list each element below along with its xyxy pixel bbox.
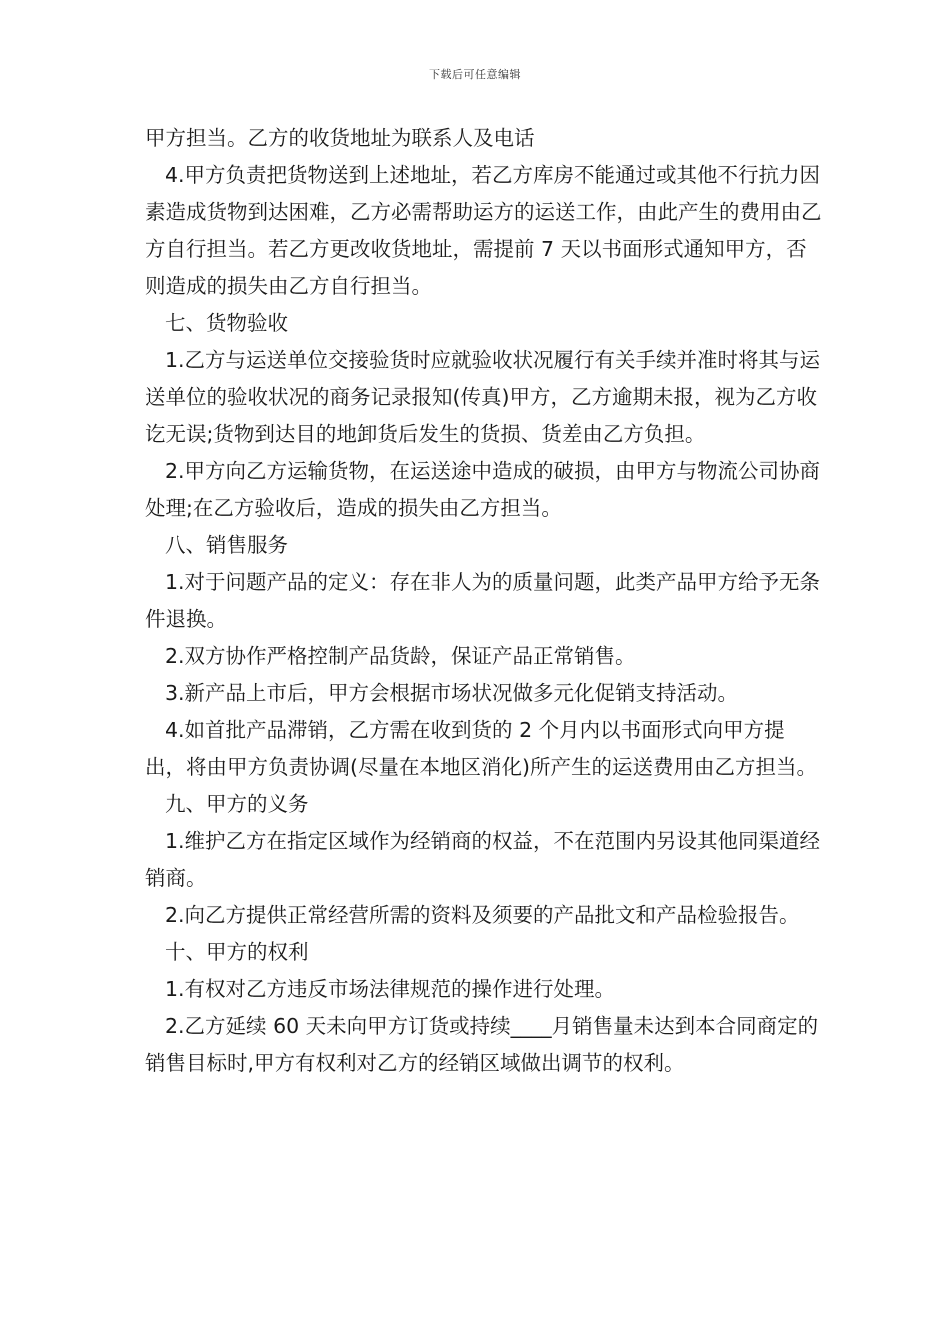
section-heading-10: 十、甲方的权利 (165, 940, 309, 964)
paragraph-4: 1.乙方与运送单位交接验货时应就验收状况履行有关手续并准时将其与运送单位的验收状况的商务记录报知(传真)甲方，乙方逾期未报，视为乙方收讫无误;货物到达目的地卸货后发生的货损、货差由乙方负担。 (145, 348, 821, 446)
section-heading-7: 七、货物验收 (165, 311, 288, 335)
paragraph-12: 1.维护乙方在指定区域作为经销商的权益，不在范围内另设其他同渠道经销商。 (145, 829, 821, 890)
paragraph-15: 1.有权对乙方违反市场法律规范的操作进行处理。 (165, 977, 616, 1001)
paragraph-7: 1.对于问题产品的定义：存在非人为的质量问题，此类产品甲方给予无条件退换。 (145, 570, 821, 631)
paragraph-16: 2.乙方延续 60 天未向甲方订货或持续____月销售量未达到本合同商定的销售目标时,甲方有权利对乙方的经销区域做出调节的权利。 (145, 1014, 819, 1075)
paragraph-8: 2.双方协作严格控制产品货龄，保证产品正常销售。 (165, 644, 636, 668)
section-heading-9: 九、甲方的义务 (165, 792, 309, 816)
paragraph-10: 4.如首批产品滞销，乙方需在收到货的 2 个月内以书面形式向甲方提出，将由甲方负责协调(尽量在本地区消化)所产生的运送费用由乙方担当。 (145, 718, 817, 779)
paragraph-5: 2.甲方向乙方运输货物，在运送途中造成的破损，由甲方与物流公司协商处理;在乙方验收后，造成的损失由乙方担当。 (145, 459, 821, 520)
paragraph-2: 4.甲方负责把货物送到上述地址，若乙方库房不能通过或其他不行抗力因素造成货物到达困难，乙方必需帮助运方的运送工作，由此产生的费用由乙方自行担当。若乙方更改收货地址，需提前 7 天以书面形式通知甲方，否则造成的损失由乙方自行担当。 (145, 163, 822, 298)
page-header: 下载后可任意编辑 (429, 68, 521, 81)
document-body (145, 120, 825, 1082)
paragraph-13: 2.向乙方提供正常经营所需的资料及须要的产品批文和产品检验报告。 (165, 903, 800, 927)
paragraph-1: 甲方担当。乙方的收货地址为联系人及电话 (145, 126, 535, 150)
paragraph-9: 3.新产品上市后，甲方会根据市场状况做多元化促销支持活动。 (165, 681, 739, 705)
section-heading-8: 八、销售服务 (165, 533, 288, 557)
